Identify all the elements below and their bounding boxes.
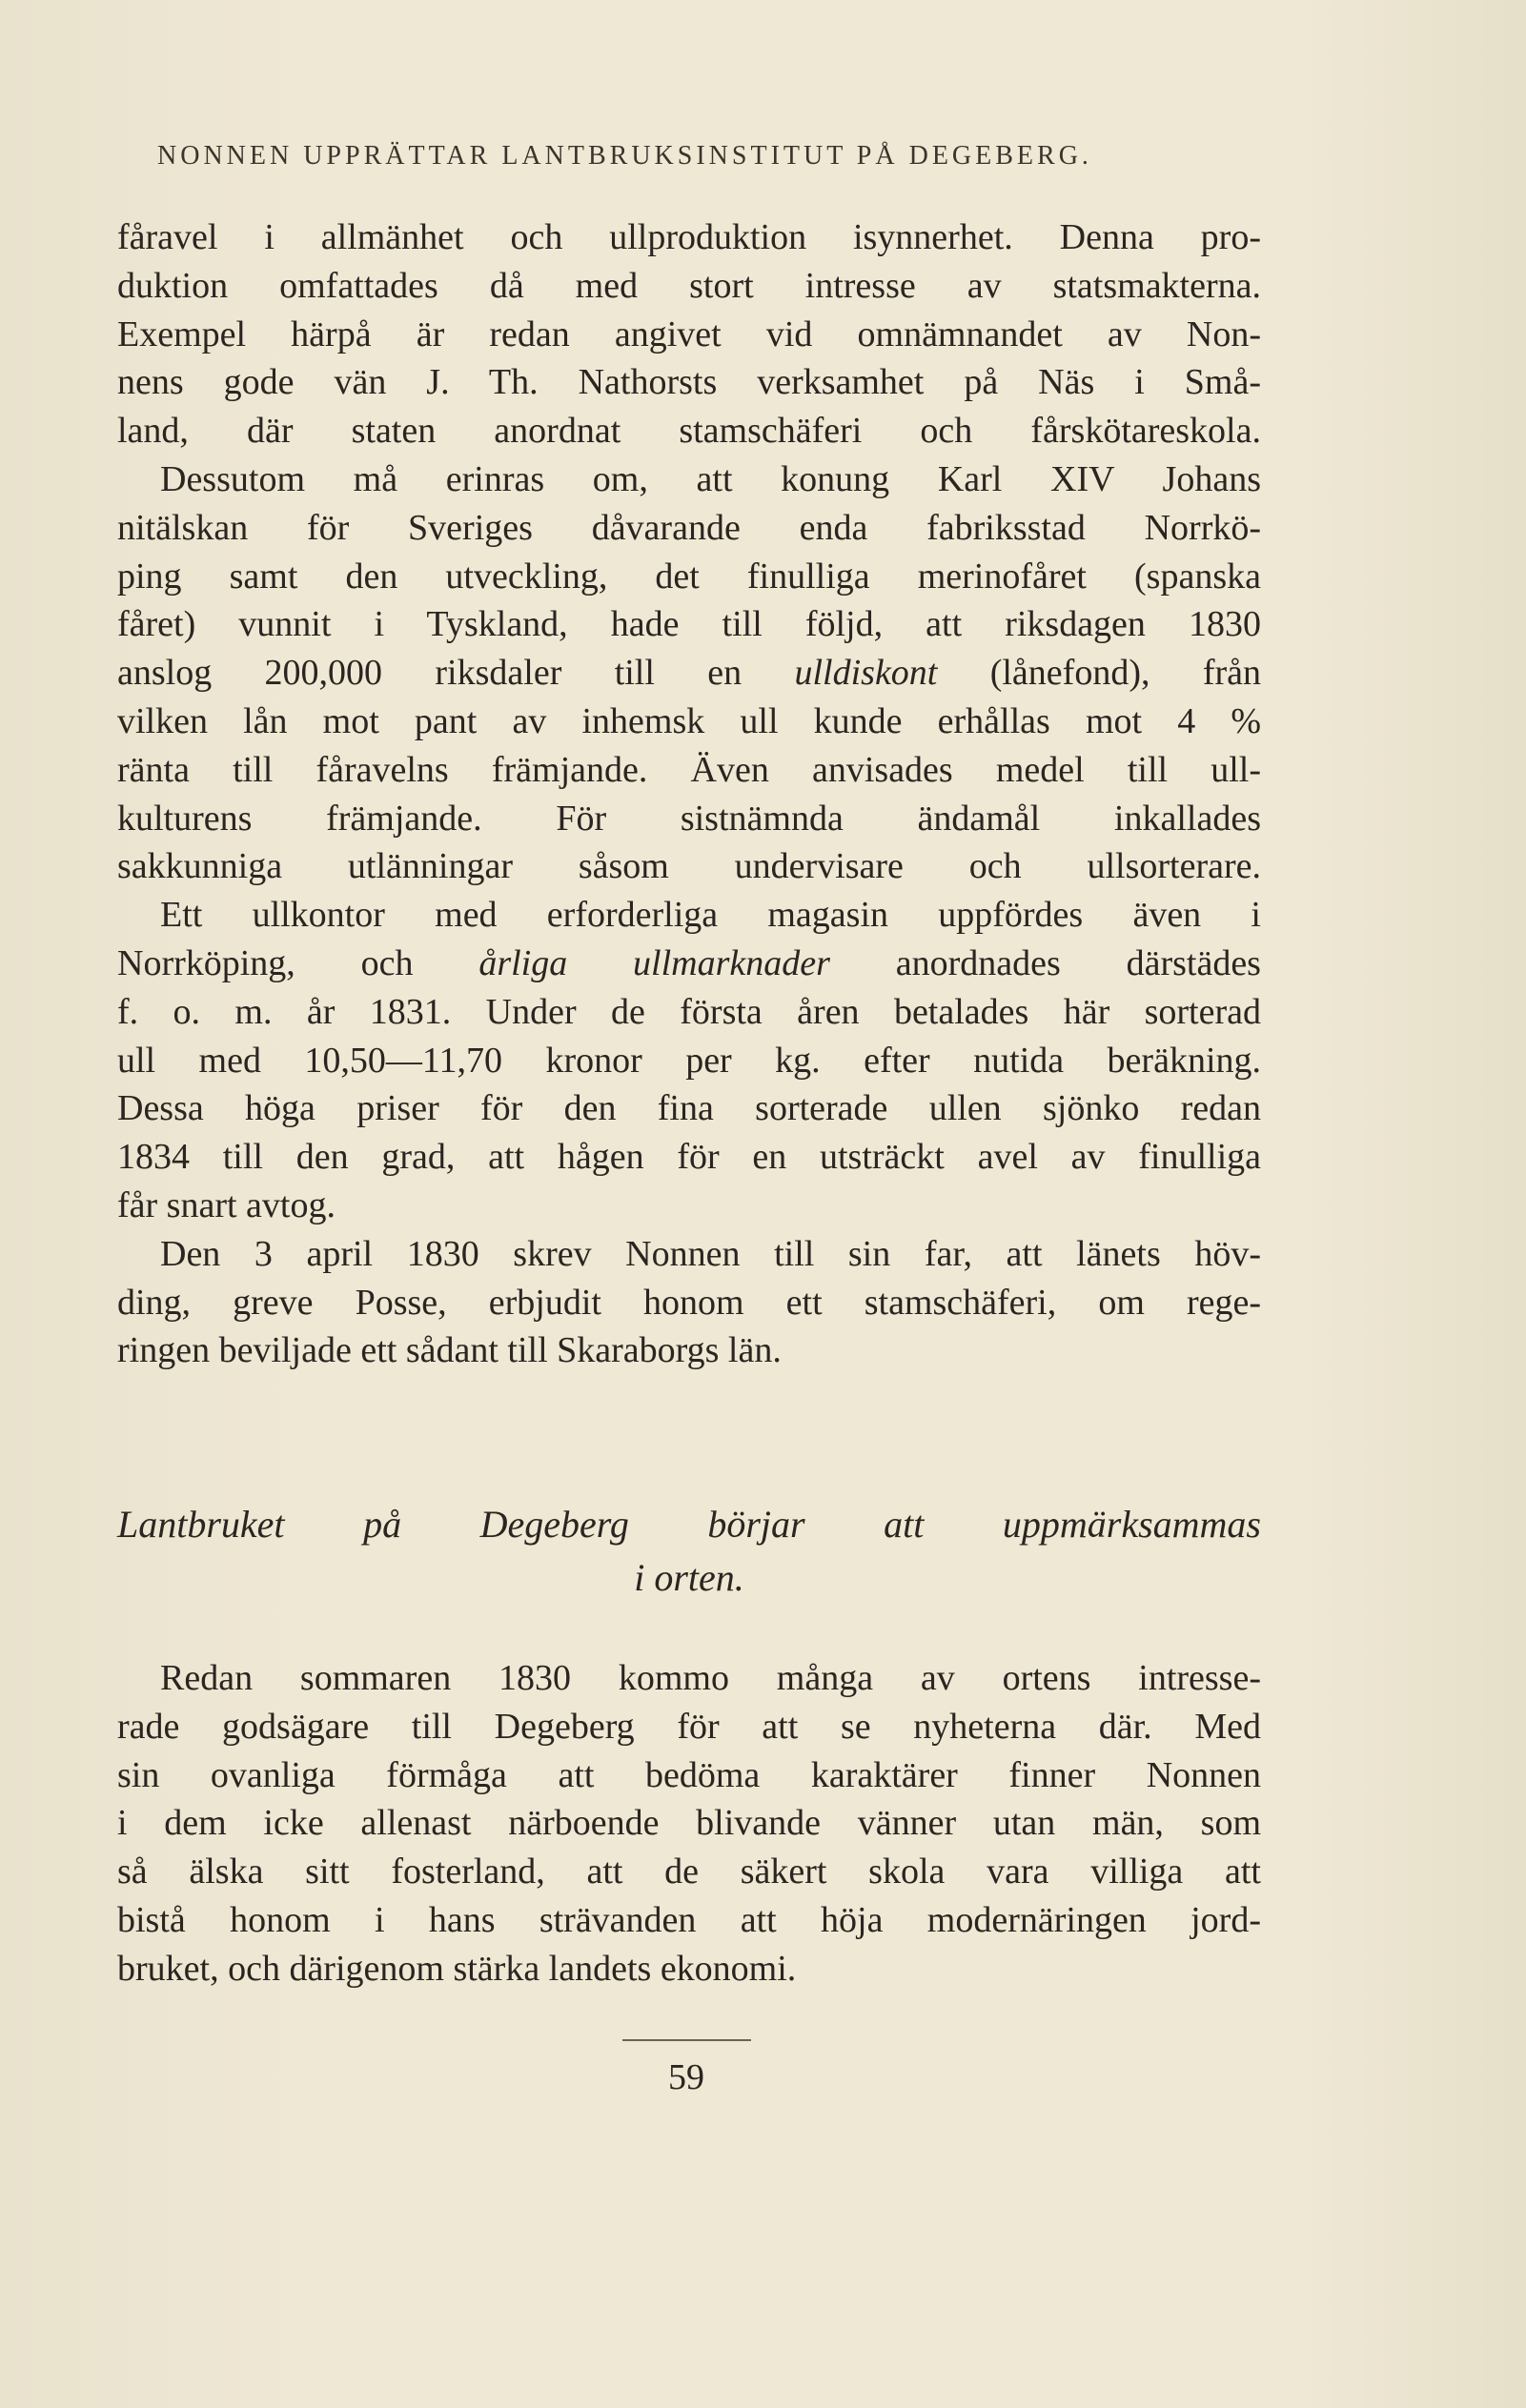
text-line: rade godsägare till Degeberg för att se nyheterna där. Med	[117, 1706, 1261, 1747]
text-line	[117, 649, 1261, 698]
text-line: bruket, och därigenom stärka landets ekonomi.	[117, 1948, 797, 1989]
text-line	[117, 940, 1261, 988]
text-fragment: Norrköping, och	[117, 942, 479, 983]
text-line: så älska sitt fosterland, att de säkert skola vara villiga att	[117, 1852, 1261, 1892]
text-line: ping samt den utveckling, det finulliga merinofåret (spanska	[117, 556, 1261, 597]
text-line: 1834 till den grad, att hågen för en utsträckt avel av finulliga	[117, 1137, 1261, 1178]
text-line: sin ovanliga förmåga att bedöma karaktärer finner Nonnen	[117, 1754, 1261, 1795]
text-line: Ett ullkontor med erforderliga magasin uppfördes även i	[160, 895, 1261, 936]
text-line: ringen beviljade ett sådant till Skaraborgs län.	[117, 1330, 782, 1371]
text-line: i dem icke allenast närboende blivande vänner utan män, som	[117, 1803, 1261, 1844]
text-line: Dessutom må erinras om, att konung Karl XIV Johans	[160, 458, 1261, 499]
text-line: bistå honom i hans strävanden att höja modernäringen jord-	[117, 1899, 1261, 1940]
italic-term-ulldiskont: ulldiskont	[794, 653, 938, 694]
italic-term-arliga: årliga ullmarknader	[478, 942, 830, 983]
text-fragment: (lånefond), från	[937, 653, 1261, 694]
page-number: 59	[668, 2057, 704, 2097]
text-line: f. o. m. år 1831. Under de första åren betalades här sorterad	[117, 991, 1261, 1032]
text-line: Redan sommaren 1830 kommo många av ortens intresse-	[160, 1658, 1261, 1698]
section-heading-line-1: Lantbruket på Degeberg börjar att uppmärksammas	[117, 1503, 1261, 1546]
text-line: fåravel i allmänhet och ullproduktion isynnerhet. Denna pro-	[117, 217, 1261, 257]
section-heading-line-2: i orten.	[634, 1556, 744, 1599]
body-text-block-1	[117, 213, 1261, 1375]
text-line: ding, greve Posse, erbjudit honom ett stamschäferi, om rege-	[117, 1282, 1261, 1323]
section-heading	[117, 1498, 1261, 1605]
text-line: kulturens främjande. För sistnämnda ändamål inkallades	[117, 798, 1261, 839]
text-line: Exempel härpå är redan angivet vid omnämnandet av Non-	[117, 314, 1261, 354]
text-line: duktion omfattades då med stort intresse av statsmakterna.	[117, 265, 1261, 306]
text-fragment: anslog 200,000 riksdaler till en	[117, 653, 795, 694]
text-line: land, där staten anordnat stamschäferi och fårskötareskola.	[117, 411, 1261, 452]
text-line: vilken lån mot pant av inhemsk ull kunde erhållas mot 4 %	[117, 700, 1261, 741]
text-line: ull med 10,50—11,70 kronor per kg. efter nutida beräkning.	[117, 1040, 1261, 1081]
footer-rule	[622, 2039, 751, 2041]
body-text-block-2	[117, 1654, 1261, 1993]
text-line: nens gode vän J. Th. Nathorsts verksamhet på Näs i Små-	[117, 362, 1261, 403]
text-line: nitälskan för Sveriges dåvarande enda fabriksstad Norrkö-	[117, 507, 1261, 548]
text-fragment: anordnades därstädes	[829, 942, 1261, 983]
running-head: NONNEN UPPRÄTTAR LANTBRUKSINSTITUT PÅ DEGEBERG.	[157, 141, 1092, 171]
text-line: ränta till fåravelns främjande. Även anvisades medel till ull-	[117, 749, 1261, 790]
text-line: fåret) vunnit i Tyskland, hade till följd, att riksdagen 1830	[117, 604, 1261, 645]
text-line: sakkunniga utlänningar såsom undervisare och ullsorterare.	[117, 846, 1261, 887]
text-line: Dessa höga priser för den fina sorterade ullen sjönko redan	[117, 1088, 1261, 1129]
text-line: Den 3 april 1830 skrev Nonnen till sin far, att länets höv-	[160, 1233, 1261, 1274]
text-line: får snart avtog.	[117, 1184, 336, 1225]
